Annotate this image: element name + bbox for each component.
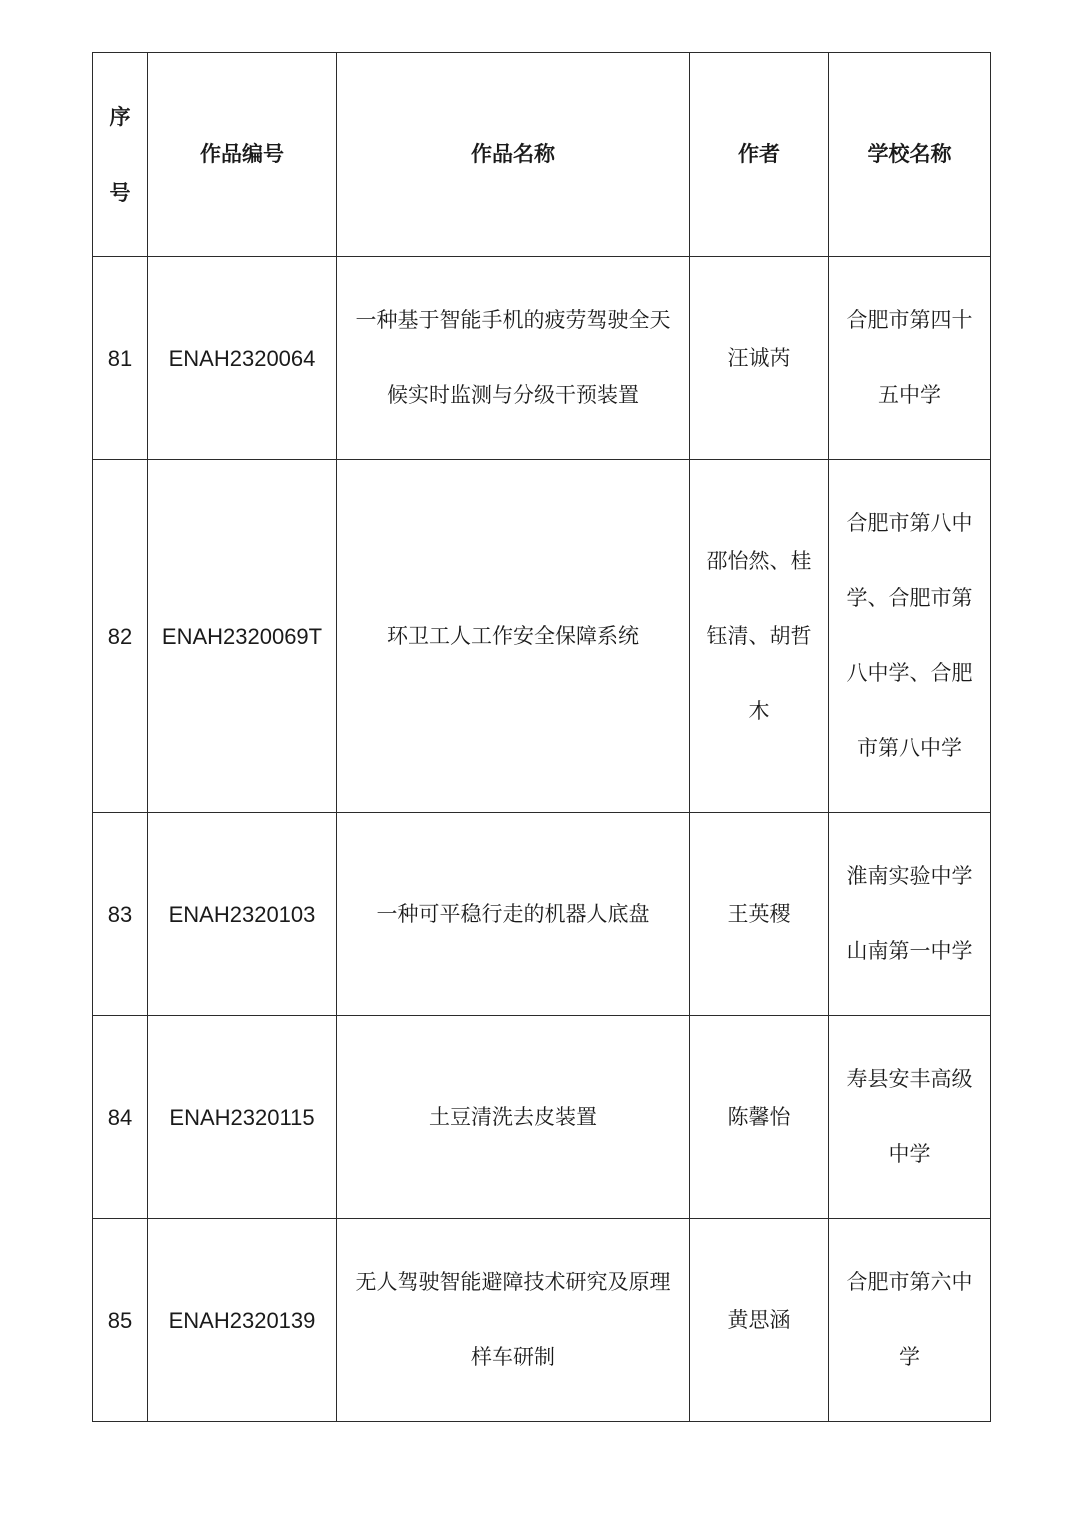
cell-code: ENAH2320064 bbox=[148, 257, 337, 460]
cell-author: 邵怡然、桂钰清、胡哲木 bbox=[690, 460, 829, 813]
header-seq bbox=[93, 53, 148, 257]
cell-seq: 85 bbox=[93, 1219, 148, 1422]
table-header-row bbox=[93, 53, 991, 257]
cell-school: 淮南实验中学山南第一中学 bbox=[829, 813, 991, 1016]
cell-title: 环卫工人工作安全保障系统 bbox=[337, 460, 690, 813]
header-seq-line1: 序 bbox=[109, 104, 131, 129]
cell-code: ENAH2320103 bbox=[148, 813, 337, 1016]
cell-school: 合肥市第四十五中学 bbox=[829, 257, 991, 460]
table-row bbox=[93, 1016, 991, 1219]
table-row bbox=[93, 813, 991, 1016]
cell-title: 无人驾驶智能避障技术研究及原理样车研制 bbox=[337, 1219, 690, 1422]
header-school: 学校名称 bbox=[829, 53, 991, 257]
cell-author: 陈馨怡 bbox=[690, 1016, 829, 1219]
cell-author: 汪诚芮 bbox=[690, 257, 829, 460]
header-title: 作品名称 bbox=[337, 53, 690, 257]
cell-seq: 81 bbox=[93, 257, 148, 460]
award-table-container bbox=[92, 52, 990, 1422]
cell-author: 黄思涵 bbox=[690, 1219, 829, 1422]
header-author: 作者 bbox=[690, 53, 829, 257]
award-table bbox=[92, 52, 991, 1422]
cell-author: 王英稷 bbox=[690, 813, 829, 1016]
cell-school: 合肥市第六中学 bbox=[829, 1219, 991, 1422]
cell-title: 一种基于智能手机的疲劳驾驶全天候实时监测与分级干预装置 bbox=[337, 257, 690, 460]
cell-school: 合肥市第八中学、合肥市第八中学、合肥市第八中学 bbox=[829, 460, 991, 813]
cell-seq: 84 bbox=[93, 1016, 148, 1219]
header-code: 作品编号 bbox=[148, 53, 337, 257]
table-row bbox=[93, 460, 991, 813]
cell-title: 一种可平稳行走的机器人底盘 bbox=[337, 813, 690, 1016]
cell-code: ENAH2320069T bbox=[148, 460, 337, 813]
table-row bbox=[93, 257, 991, 460]
cell-code: ENAH2320139 bbox=[148, 1219, 337, 1422]
cell-seq: 82 bbox=[93, 460, 148, 813]
table-row bbox=[93, 1219, 991, 1422]
cell-code: ENAH2320115 bbox=[148, 1016, 337, 1219]
cell-school: 寿县安丰高级中学 bbox=[829, 1016, 991, 1219]
cell-seq: 83 bbox=[93, 813, 148, 1016]
cell-title: 土豆清洗去皮装置 bbox=[337, 1016, 690, 1219]
header-seq-line2: 号 bbox=[109, 180, 131, 205]
